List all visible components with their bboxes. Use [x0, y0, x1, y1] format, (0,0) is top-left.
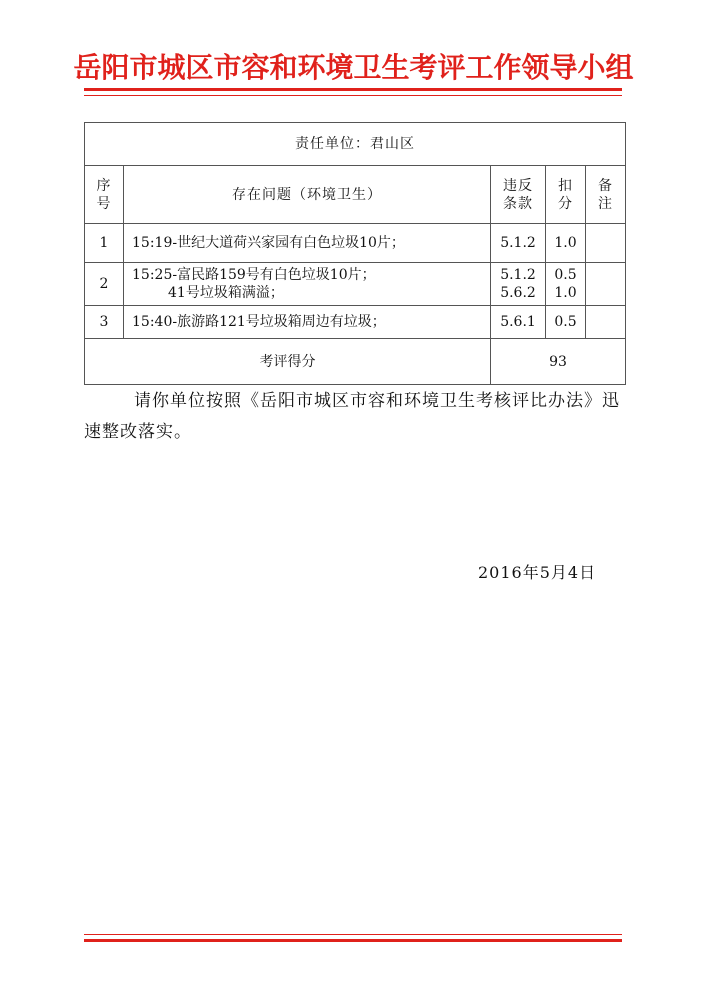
issue-cell: [124, 224, 491, 263]
header-divider-thick: [84, 88, 622, 91]
col-header-no: 序 号: [85, 166, 124, 224]
remark-cell: [586, 306, 626, 339]
deduct-cell: [546, 306, 586, 339]
remark-cell: [586, 263, 626, 306]
footer-divider-thick: [84, 939, 622, 942]
clause-value: 5.1.2: [500, 235, 536, 251]
row-number: 1: [85, 224, 124, 263]
deduct-cell: [546, 263, 586, 306]
issue-text: 41号垃圾箱满溢；: [168, 285, 284, 301]
clause-value: 5.1.2: [500, 267, 536, 283]
deduct-value: 1.0: [554, 285, 577, 301]
inspection-table: [84, 122, 626, 385]
instruction-paragraph: [84, 386, 629, 448]
deduct-value: 0.5: [554, 314, 577, 330]
issue-text: 15:25-富民路159号有白色垃圾10片；: [132, 267, 376, 283]
responsible-unit: 责任单位：君山区: [85, 123, 626, 166]
clause-cell: [491, 306, 546, 339]
score-value: 93: [491, 339, 626, 385]
clause-cell: [491, 263, 546, 306]
clause-value: 5.6.1: [500, 314, 536, 330]
score-row: [85, 339, 626, 385]
col-header-clause: 违反 条款: [491, 166, 546, 224]
col-header-issue: 存在问题（环境卫生）: [124, 166, 491, 224]
clause-value: 5.6.2: [500, 285, 536, 301]
deduct-value: 1.0: [554, 235, 577, 251]
deduct-cell: [546, 224, 586, 263]
issue-cell: [124, 263, 491, 306]
clause-cell: [491, 224, 546, 263]
row-number: 3: [85, 306, 124, 339]
col-header-deduct: 扣 分: [546, 166, 586, 224]
issue-cell: [124, 306, 491, 339]
table-row: [85, 306, 626, 339]
remark-cell: [586, 224, 626, 263]
deduct-value: 0.5: [554, 267, 577, 283]
issue-text: 15:19-世纪大道荷兴家园有白色垃圾10片；: [132, 235, 405, 251]
unit-row: [85, 123, 626, 166]
issue-date: 2016年5月4日: [478, 563, 597, 582]
document-header-title: 岳阳市城区市容和环境卫生考评工作领导小组: [73, 51, 634, 84]
header-divider-thin: [84, 95, 622, 96]
row-number: 2: [85, 263, 124, 306]
header-row: [85, 166, 626, 224]
footer-divider-thin: [84, 934, 622, 935]
col-header-remark: 备 注: [586, 166, 626, 224]
table-row: [85, 263, 626, 306]
table-row: [85, 224, 626, 263]
score-label: 考评得分: [85, 339, 491, 385]
issue-text: 15:40-旅游路121号垃圾箱周边有垃圾；: [132, 314, 386, 330]
instruction-text: 请你单位按照《岳阳市城区市容和环境卫生考核评比办法》迅速整改落实。: [84, 391, 620, 442]
